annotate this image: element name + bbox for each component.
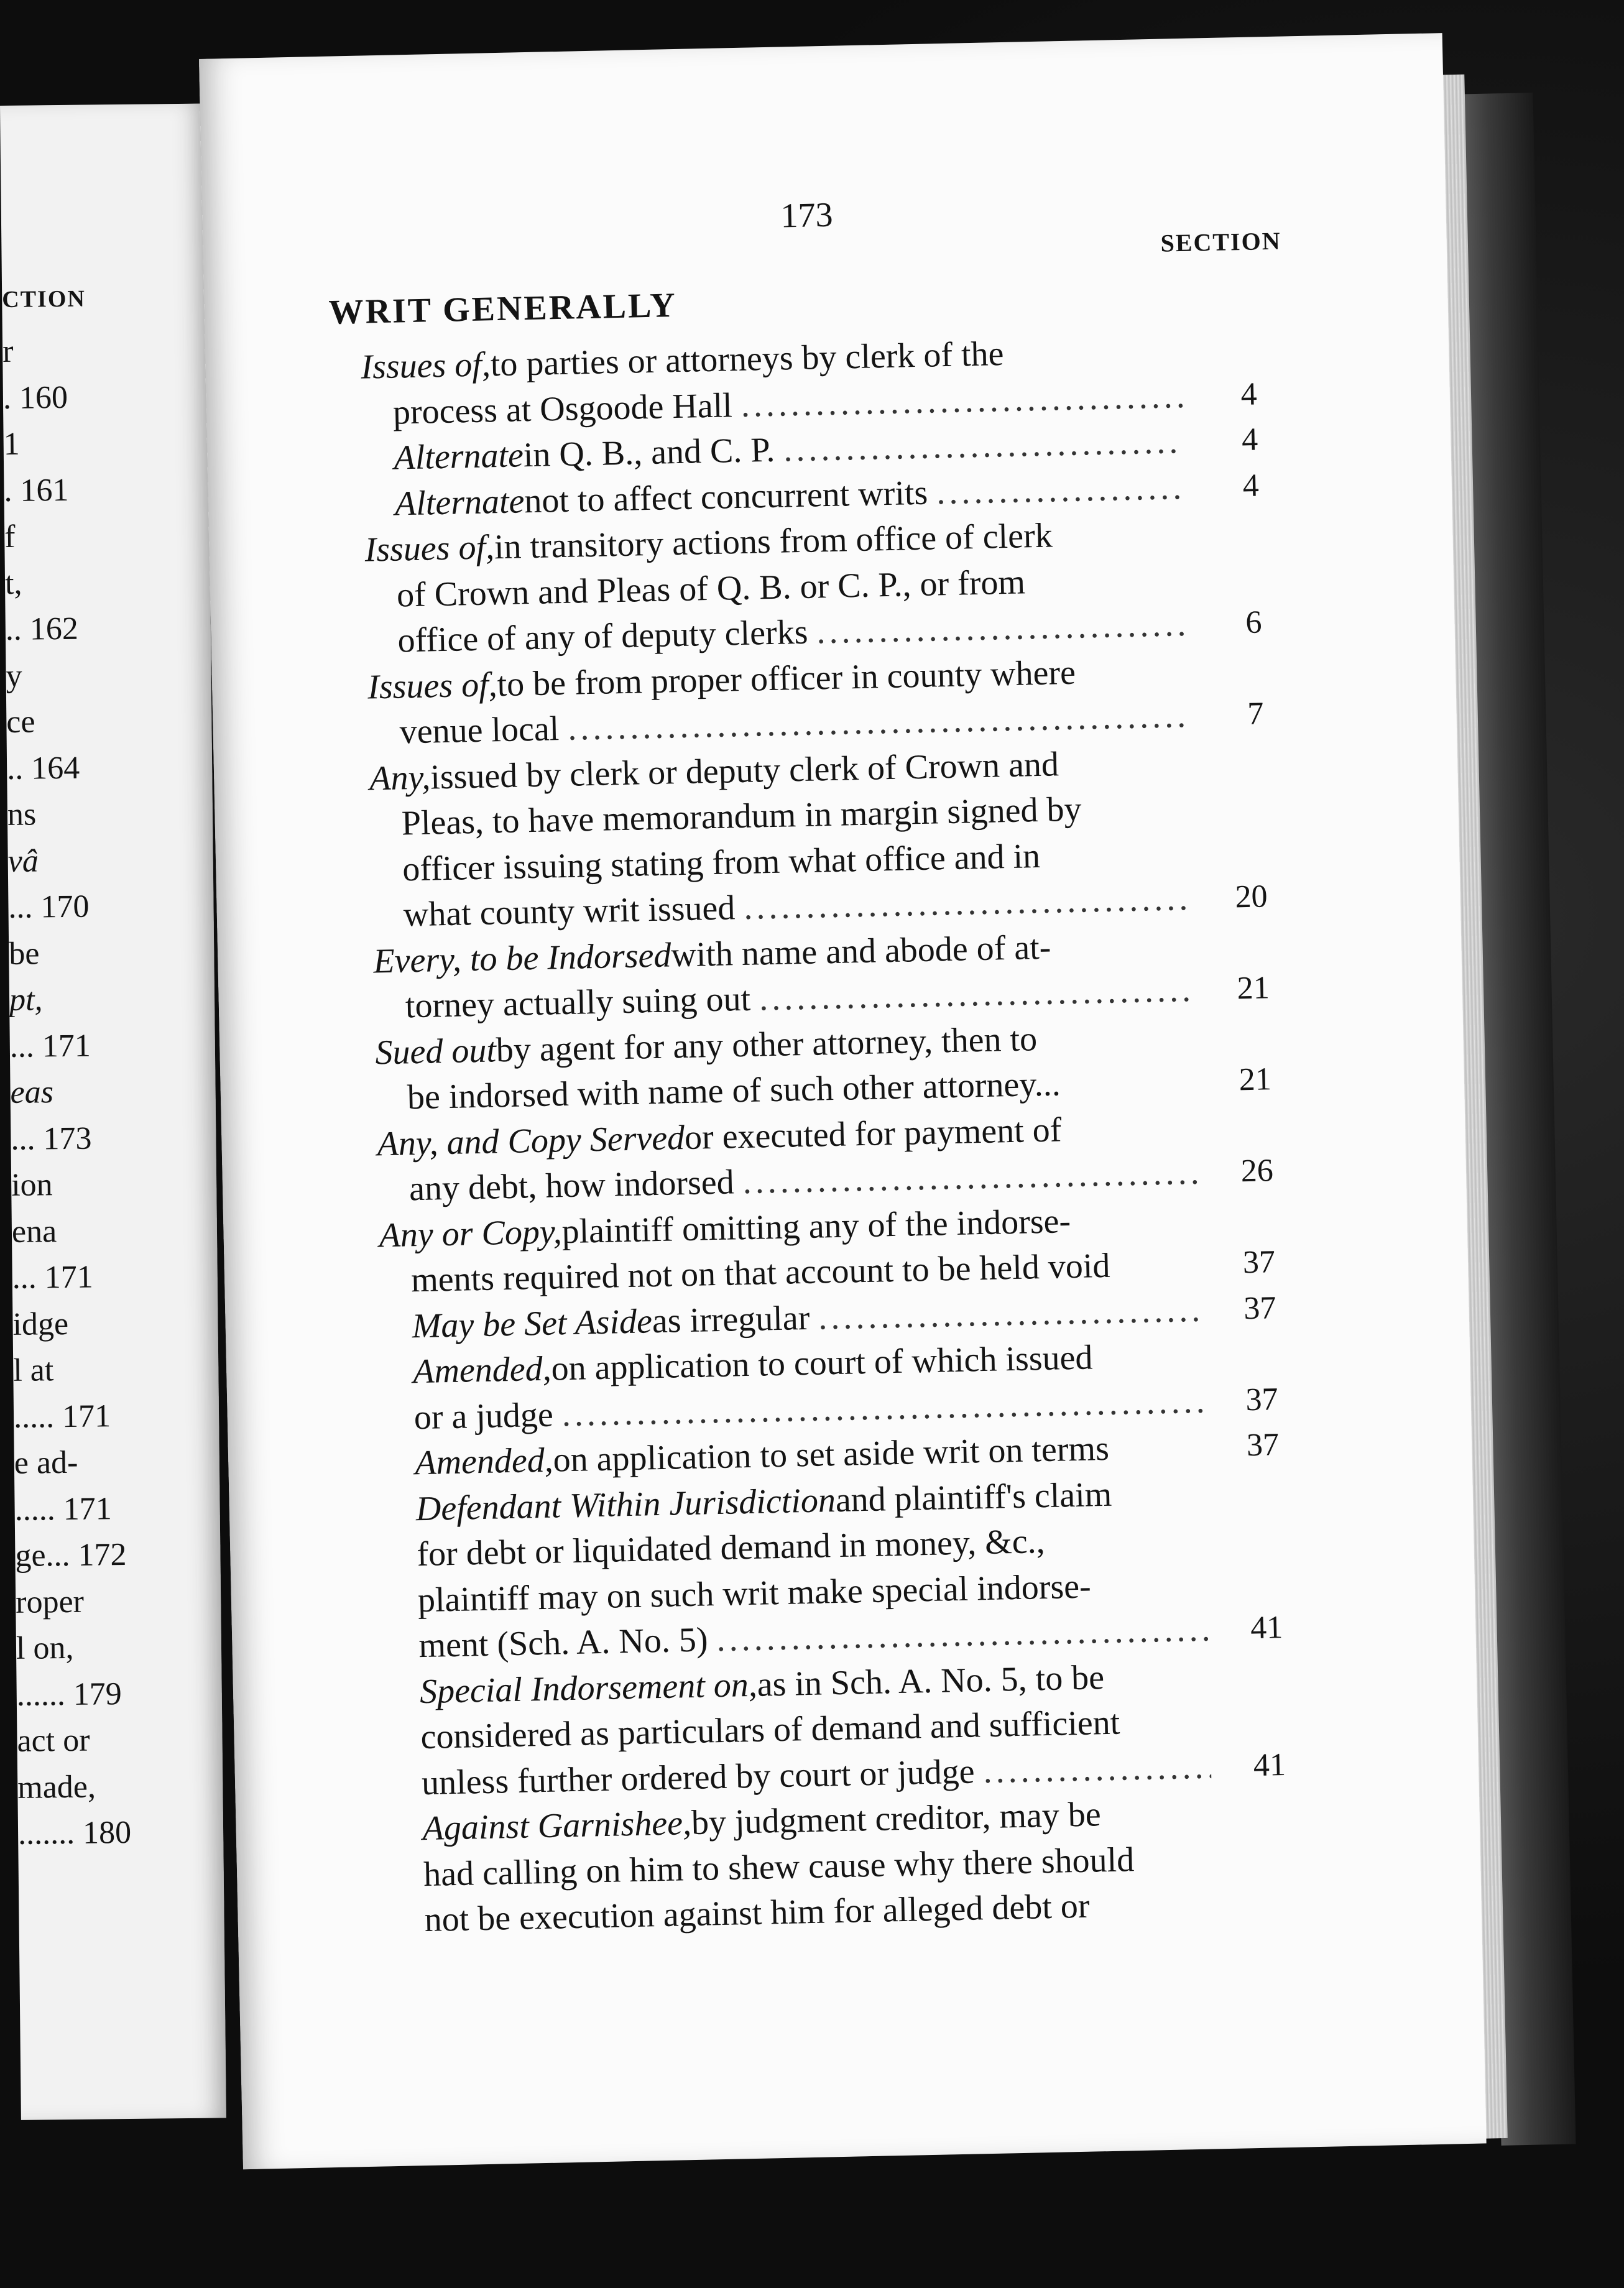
index-description: by agent for any other attorney, then to — [496, 1019, 1038, 1069]
index-description: in transitory actions from office of clerk — [494, 516, 1053, 567]
index-description: to parties or attorneys by clerk of the — [490, 334, 1005, 384]
left-page-line: y — [6, 658, 22, 694]
index-term: Amended, — [412, 1349, 552, 1391]
left-page-line: be — [8, 935, 40, 972]
index-description: issued by clerk or deputy clerk of Crown and — [430, 744, 1059, 796]
index-description: as in Sch. A. No. 5, to be — [757, 1658, 1105, 1704]
section-number: 4 — [1241, 422, 1258, 458]
dot-leader — [818, 1287, 1202, 1340]
index-term: Alternate — [393, 436, 524, 477]
left-page-line: l at — [13, 1352, 54, 1388]
index-description: venue local — [399, 709, 560, 752]
dot-leader — [740, 374, 1183, 428]
section-number: 4 — [1240, 376, 1258, 412]
left-page-line: ....... 180 — [17, 1814, 132, 1852]
left-page-header: CTION — [2, 285, 86, 313]
index-description: torney actually suing out — [405, 979, 751, 1026]
index-entries — [199, 33, 1487, 2169]
index-term: Defendant Within Jurisdiction — [415, 1480, 836, 1528]
index-description: Pleas, to have memorandum in margin signed by — [401, 790, 1082, 843]
index-description: any debt, how indorsed — [408, 1163, 735, 1209]
index-term: May be Set Aside — [412, 1301, 653, 1345]
index-description: or a judge — [413, 1395, 554, 1437]
index-description: with name and abode of at- — [670, 928, 1051, 974]
index-description: had calling on him to shew cause why there should — [423, 1840, 1135, 1894]
index-term: Any, and Copy Served — [376, 1118, 685, 1163]
index-term: Every, to be Indorsed — [372, 935, 671, 980]
index-term: Amended, — [414, 1441, 554, 1483]
left-page-line: e ad- — [14, 1444, 78, 1481]
section-number: 21 — [1239, 1061, 1272, 1098]
left-page-line: act or — [17, 1722, 90, 1759]
left-page-line: r — [2, 333, 14, 369]
index-description: officer issuing stating from what office and in — [402, 836, 1041, 888]
dot-leader — [742, 1150, 1199, 1204]
left-page-line: made, — [17, 1769, 96, 1806]
left-page-line: vâ — [7, 842, 39, 879]
index-heading: WRIT GENERALLY — [328, 285, 678, 332]
section-number: 4 — [1242, 467, 1260, 504]
index-description: process at Osgoode Hall — [392, 385, 733, 432]
left-page-line: ... 171 — [12, 1259, 94, 1296]
left-page-line: .. 162 — [5, 611, 79, 647]
index-description: considered as particulars of demand and sufficient — [420, 1703, 1120, 1757]
index-term: Any, — [369, 757, 431, 798]
index-term: Issues of, — [360, 345, 491, 387]
left-page-line: ce — [6, 704, 35, 740]
index-term: Special Indorsement on, — [419, 1665, 758, 1711]
left-page-line: f — [4, 519, 16, 555]
left-page-line: eas — [10, 1074, 54, 1110]
dot-leader — [816, 602, 1188, 654]
section-number: 37 — [1246, 1427, 1280, 1464]
left-page-line: ..... 171 — [14, 1490, 112, 1528]
left-page-line: . 160 — [2, 379, 68, 416]
section-number: 20 — [1234, 879, 1268, 915]
index-term: Issues of, — [364, 528, 495, 570]
index-description: plaintiff omitting any of the indorse- — [561, 1201, 1071, 1251]
left-page-line: ..... 171 — [13, 1398, 111, 1435]
index-description: not to affect concurrent writs — [524, 473, 928, 520]
index-description: on application to court of which issued — [550, 1338, 1093, 1388]
dot-leader — [759, 967, 1195, 1022]
index-description: in Q. B., and C. P. — [523, 430, 775, 475]
index-description: not be execution against him for alleged debt or — [424, 1886, 1091, 1940]
index-term: Alternate — [394, 481, 525, 524]
left-page-line: ns — [7, 796, 37, 833]
index-term: Against Garnishee, — [422, 1804, 692, 1848]
section-number: 41 — [1250, 1610, 1283, 1646]
index-description: on application to set aside writ on terms — [553, 1429, 1110, 1480]
page-number: 173 — [780, 195, 834, 236]
left-page-line: ... 170 — [8, 888, 90, 925]
index-term: Issues of, — [367, 665, 498, 707]
section-number: 37 — [1242, 1244, 1276, 1281]
left-page-line: roper — [15, 1584, 85, 1620]
index-description: plaintiff may on such writ make special indorse- — [417, 1567, 1092, 1620]
left-page — [0, 104, 226, 2120]
left-page-line: ... 173 — [11, 1120, 92, 1157]
dot-leader — [936, 464, 1184, 514]
dot-leader — [744, 876, 1194, 930]
left-page-line: 1 — [3, 426, 20, 462]
dot-leader — [783, 419, 1184, 472]
section-number: 37 — [1243, 1289, 1277, 1326]
index-description: office of any of deputy clerks — [397, 612, 809, 660]
dot-leader — [983, 1744, 1212, 1794]
index-description: what county writ issued — [403, 888, 736, 934]
section-number: 6 — [1245, 604, 1262, 640]
index-description: be indorsed with name of such other attorney... — [407, 1064, 1061, 1117]
section-number: 26 — [1240, 1153, 1274, 1189]
left-page-line: ena — [11, 1213, 57, 1250]
left-page-line: . 161 — [4, 472, 69, 509]
section-number: 21 — [1237, 970, 1270, 1007]
left-page-line: .. 164 — [6, 750, 80, 786]
index-description: for debt or liquidated demand in money, &c., — [416, 1522, 1046, 1574]
left-page-line: ion — [11, 1167, 53, 1203]
index-description: or executed for payment of — [684, 1110, 1062, 1157]
left-page-line: pt, — [9, 982, 43, 1018]
index-description: as irregular — [652, 1298, 810, 1340]
section-number: 41 — [1253, 1746, 1286, 1783]
left-page-line: idge — [12, 1306, 69, 1342]
index-description: unless further ordered by court or judge — [421, 1751, 976, 1802]
index-description: to be from proper officer in county where — [496, 653, 1076, 704]
index-description: ment (Sch. A. No. 5) — [418, 1620, 709, 1666]
left-page-line: ...... 179 — [16, 1676, 122, 1713]
index-term: Any or Copy, — [379, 1212, 563, 1255]
left-page-line: l on, — [16, 1630, 74, 1666]
right-page — [199, 33, 1487, 2169]
section-number: 7 — [1247, 696, 1265, 732]
left-page-line: t, — [4, 565, 22, 601]
index-term: Sued out — [374, 1030, 497, 1072]
left-page-line: ... 171 — [9, 1028, 91, 1064]
index-description: ments required not on that account to be held void — [410, 1246, 1110, 1300]
left-page-line: ge... 172 — [15, 1536, 127, 1574]
section-column-label: SECTION — [1160, 226, 1282, 257]
index-description: and plaintiff's claim — [835, 1475, 1112, 1520]
section-number: 37 — [1245, 1381, 1279, 1418]
index-description: by judgment creditor, may be — [691, 1795, 1102, 1843]
index-description: of Crown and Pleas of Q. B. or C. P., or from — [396, 562, 1026, 615]
